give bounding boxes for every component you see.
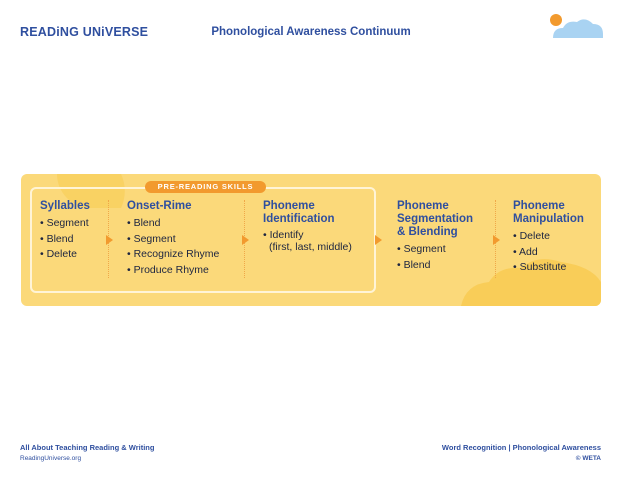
title-line: Identification [263,213,335,225]
column-onset-rime [127,200,219,278]
arrow-right-icon [375,235,382,245]
column-title [513,200,584,226]
title-line: Phoneme [513,200,565,212]
list-item: • Delete [513,229,584,245]
title-line: Phoneme [263,200,315,212]
list-item: • Segment [127,232,219,248]
title-line: Phoneme [397,200,449,212]
list-item-continuation: (first, last, middle) [269,241,352,253]
column-title [263,200,352,226]
column-phoneme-identification [263,200,352,253]
pre-reading-skills-label: PRE-READING SKILLS [145,181,266,193]
column-phoneme-segmentation-blending [397,200,473,273]
list-item: • Blend [127,216,219,232]
title-line: Segmentation [397,213,474,225]
arrow-right-icon [106,235,113,245]
list-item: • Delete [40,247,90,263]
list-item: • Segment [397,242,473,258]
column-title: Syllables [40,200,90,212]
column-phoneme-manipulation [513,200,584,276]
list-item: • Segment [40,216,90,232]
title-line: Manipulation [513,213,584,225]
list-item: • Blend [40,232,90,248]
list-item: • Produce Rhyme [127,263,219,279]
page-title: Phonological Awareness Continuum [211,26,411,38]
footer-url[interactable]: ReadingUniverse.org [20,455,82,462]
footer-copyright: © WETA [575,455,601,462]
title-line: & Blending [397,226,458,238]
column-title [397,200,473,239]
list-item: • Substitute [513,260,584,276]
footer-section: Word Recognition | Phonological Awareness [441,443,601,452]
list-item: • Recognize Rhyme [127,247,219,263]
list-item: • Blend [397,258,473,274]
list-item: • Add [513,245,584,261]
arrow-right-icon [493,235,500,245]
column-syllables [40,200,90,263]
arrow-right-icon [242,235,249,245]
cloud-sun-icon [545,12,605,42]
list-item: • Identify [263,229,352,241]
column-title: Onset-Rime [127,200,192,212]
footer-title: All About Teaching Reading & Writing [20,443,155,452]
reading-universe-logo: READiNG UNiVERSE [20,25,149,39]
